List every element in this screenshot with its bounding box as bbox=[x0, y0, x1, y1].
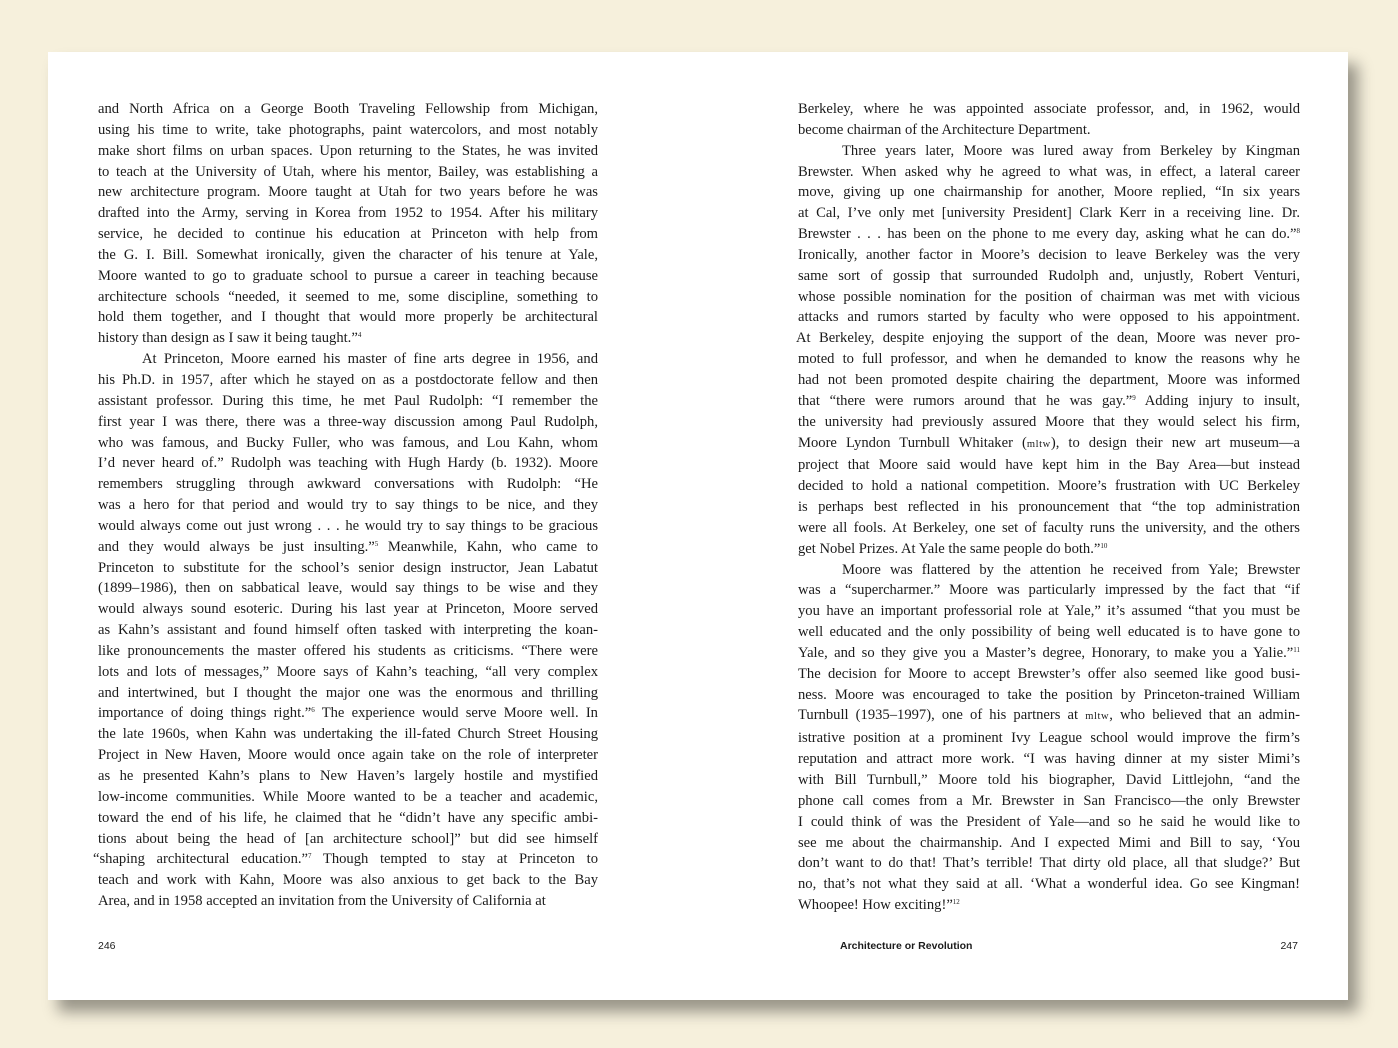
book-spread bbox=[48, 52, 1348, 1000]
body-line: were all fools. At Berkeley, one set of faculty runs the university, and the others bbox=[798, 519, 1300, 536]
note-ref: 7 bbox=[308, 852, 312, 861]
body-line: his Ph.D. in 1957, after which he stayed on as a postdoctorate fellow and then bbox=[98, 371, 598, 388]
body-line: is perhaps best reflected in his pronouncement that “the top administration bbox=[798, 499, 1300, 516]
note-ref: 10 bbox=[1100, 541, 1108, 550]
body-line: Berkeley, where he was appointed associate professor, and, in 1962, would bbox=[798, 101, 1300, 117]
body-line: become chairman of the Architecture Department. bbox=[798, 121, 1091, 138]
line-text: importance of doing things right.” bbox=[98, 705, 312, 722]
line-text: The experience would serve Moore well. In bbox=[314, 705, 598, 722]
note-ref: 12 bbox=[952, 898, 960, 907]
body-line: would always come out just wrong . . . he would try to say things to be gracious bbox=[98, 517, 598, 534]
firm-abbreviation: mltw bbox=[1085, 711, 1110, 723]
page-number-left: 246 bbox=[98, 940, 116, 952]
page-number-right: 247 bbox=[1280, 940, 1298, 952]
paragraph-start: At Princeton, Moore earned his master of fine arts degree in 1956, and bbox=[142, 351, 598, 368]
note-ref: 6 bbox=[311, 706, 315, 715]
body-line: Princeton to substitute for the school’s senior design instructor, Jean Labatut bbox=[98, 559, 598, 576]
line-text: ), to design their new art museum—a bbox=[1050, 434, 1301, 451]
body-line: tions about being the head of [an architecture school]” but did see himself bbox=[98, 830, 598, 847]
body-line: Area, and in 1958 accepted an invitation from the University of California at bbox=[98, 893, 546, 910]
body-line: first year I was there, there was a three-way discussion among Paul Rudolph, bbox=[98, 413, 598, 430]
body-line: the late 1960s, when Kahn was undertaking the ill-fated Church Street Housing bbox=[98, 726, 598, 743]
body-line: whose possible nomination for the position of chairman was met with vicious bbox=[798, 288, 1300, 305]
line-text: “shaping architectural education.” bbox=[93, 851, 308, 868]
body-line: with Bill Turnbull,” Moore told his biographer, David Littlejohn, “and the bbox=[798, 772, 1300, 788]
line-text: Adding injury to insult, bbox=[1135, 392, 1300, 409]
body-line: as he presented Kahn’s plans to New Haven’s largely hostile and mystified bbox=[98, 768, 598, 784]
line-text: Turnbull (1935–1997), one of his partners at bbox=[798, 707, 1086, 724]
body-line: toward the end of his life, he claimed that he “didn’t have any specific ambi- bbox=[98, 809, 598, 826]
paragraph-start: Three years later, Moore was lured away from Berkeley by Kingman bbox=[842, 142, 1300, 159]
line-text: , who believed that an admin- bbox=[1109, 707, 1300, 724]
body-line: was a hero for that period and would try to say things to be nice, and they bbox=[98, 497, 598, 514]
body-line: at Cal, I’ve only met [university President] Clark Kerr in a receiving line. Dr. bbox=[798, 205, 1300, 222]
line-text: Yale, and so they give you a Master’s degree, Honorary, to make you a Yalie.” bbox=[798, 644, 1294, 661]
body-line: Moore wanted to go to graduate school to pursue a career in teaching because bbox=[98, 267, 598, 284]
body-line: attacks and rumors started by faculty who were opposed to his appointment. bbox=[798, 309, 1300, 326]
body-line: lots and lots of messages,” Moore says of Kahn’s teaching, “all very complex bbox=[98, 663, 598, 680]
body-line: Brewster. When asked why he agreed to what was, in effect, a lateral career bbox=[798, 163, 1300, 180]
line-text: history than design as I saw it being taught.” bbox=[98, 330, 358, 347]
body-line: At Berkeley, despite enjoying the support of the dean, Moore was never pro- bbox=[796, 330, 1300, 347]
body-line: using his time to write, take photographs, paint watercolors, and most notably bbox=[98, 121, 598, 138]
body-line bbox=[798, 433, 1300, 456]
body-line: well educated and the only possibility of being well educated is to have gone to bbox=[798, 624, 1300, 641]
body-line: hold them together, and I thought that would more properly be architectural bbox=[98, 309, 598, 326]
line-text: Whoopee! How exciting!” bbox=[798, 897, 953, 914]
body-line: like pronouncements the master offered his students as criticisms. “There were bbox=[98, 642, 598, 659]
body-line: Project in New Haven, Moore would once again take on the role of interpreter bbox=[98, 747, 598, 764]
body-line: I’d never heard of.” Rudolph was teaching with Hugh Hardy (b. 1932). Moore bbox=[98, 455, 598, 472]
line-text: Moore Lyndon Turnbull Whitaker ( bbox=[798, 434, 1027, 451]
running-head: Architecture or Revolution bbox=[840, 940, 973, 952]
body-line: move, giving up one chairmanship for another, Moore replied, “In six years bbox=[798, 184, 1300, 201]
body-line: service, he decided to continue his education at Princeton with help from bbox=[98, 226, 598, 243]
body-line: who was famous, and Bucky Fuller, who was famous, and Lou Kahn, whom bbox=[98, 434, 598, 451]
body-line: the G. I. Bill. Somewhat ironically, given the character of his tenure at Yale, bbox=[98, 246, 598, 263]
line-text: Brewster . . . has been on the phone to me every day, asking what he can do.” bbox=[798, 226, 1297, 243]
body-line: as Kahn’s assistant and found himself often tasked with interpreting the koan- bbox=[98, 622, 598, 639]
body-line: and intertwined, but I thought the major one was the enormous and thrilling bbox=[98, 684, 598, 701]
note-ref: 5 bbox=[374, 539, 379, 548]
body-line bbox=[798, 705, 1300, 728]
body-line bbox=[98, 703, 598, 724]
body-line: remembers struggling through awkward conversations with Rudolph: “He bbox=[98, 476, 598, 493]
note-ref: 11 bbox=[1293, 645, 1300, 654]
line-text: Though tempted to stay at Princeton to bbox=[311, 851, 599, 868]
body-line bbox=[798, 539, 1300, 560]
body-line: moted to full professor, and when he demanded to know the reasons why he bbox=[798, 351, 1300, 368]
body-line: the university had previously assured Moore that they would select his firm, bbox=[798, 413, 1300, 430]
body-line: drafted into the Army, serving in Korea from 1952 to 1954. After his military bbox=[98, 205, 598, 222]
body-line bbox=[98, 537, 598, 558]
firm-abbreviation: mltw bbox=[1026, 438, 1051, 450]
body-line: reputation and attract more work. “I was having dinner at my sister Mimi’s bbox=[798, 751, 1300, 768]
body-line: don’t want to do that! That’s terrible! That dirty old place, all that sludge?’ But bbox=[798, 855, 1300, 872]
note-ref: 4 bbox=[357, 331, 362, 340]
body-line: The decision for Moore to accept Brewster’s offer also seemed like good busi- bbox=[798, 665, 1300, 682]
body-line: teach and work with Kahn, Moore was also anxious to get back to the Bay bbox=[98, 872, 598, 889]
body-line: project that Moore said would have kept him in the Bay Area—but instead bbox=[798, 457, 1300, 474]
line-text: Meanwhile, Kahn, who came to bbox=[378, 538, 598, 555]
body-line: you have an important professorial role at Yale,” it’s assumed “that you must be bbox=[798, 603, 1300, 620]
body-line: ness. Moore was encouraged to take the position by Princeton-trained William bbox=[798, 686, 1300, 703]
body-line bbox=[798, 895, 1300, 916]
body-line bbox=[798, 391, 1300, 412]
paragraph-start: Moore was flattered by the attention he received from Yale; Brewster bbox=[842, 561, 1300, 578]
line-text: and they would always be just insulting.” bbox=[98, 538, 375, 555]
left-page-body bbox=[93, 99, 599, 912]
body-line: to teach at the University of Utah, where his mentor, Bailey, was establishing a bbox=[98, 163, 598, 180]
body-line: no, that’s not what they said at all. ‘What a wonderful idea. Go see Kingman! bbox=[798, 876, 1300, 893]
body-line: see me about the chairmanship. And I expected Mimi and Bill to say, ‘You bbox=[798, 834, 1300, 851]
body-line: I could think of was the President of Yale—and so he said he would like to bbox=[798, 813, 1300, 830]
body-line: had not been promoted despite chairing the department, Moore was informed bbox=[798, 371, 1300, 388]
body-line: istrative position at a prominent Ivy League school would improve the firm’s bbox=[798, 730, 1300, 747]
body-line: would always sound esoteric. During his last year at Princeton, Moore served bbox=[98, 601, 598, 618]
body-line: and North Africa on a George Booth Traveling Fellowship from Michigan, bbox=[98, 101, 598, 117]
body-line: phone call comes from a Mr. Brewster in San Francisco—the only Brewster bbox=[798, 792, 1300, 809]
body-line: Ironically, another factor in Moore’s decision to leave Berkeley was the very bbox=[798, 246, 1300, 263]
note-ref: 9 bbox=[1132, 393, 1136, 402]
body-line: low-income communities. While Moore wanted to be a teacher and academic, bbox=[98, 788, 598, 805]
right-page-body bbox=[798, 99, 1300, 916]
note-ref: 8 bbox=[1296, 227, 1300, 236]
body-line bbox=[798, 643, 1300, 664]
body-line bbox=[93, 849, 598, 870]
body-line: (1899–1986), then on sabbatical leave, would say things to be wise and they bbox=[98, 580, 598, 597]
line-text: get Nobel Prizes. At Yale the same people do both.” bbox=[798, 540, 1101, 557]
body-line: decided to hold a national competition. Moore’s frustration with UC Berkeley bbox=[798, 478, 1300, 495]
body-line: make short films on urban spaces. Upon returning to the States, he was invited bbox=[98, 142, 598, 159]
body-line: architecture schools “needed, it seemed to me, some discipline, something to bbox=[98, 288, 598, 305]
body-line: assistant professor. During this time, he met Paul Rudolph: “I remember the bbox=[98, 392, 598, 409]
body-line bbox=[98, 328, 598, 349]
body-line bbox=[798, 224, 1300, 245]
line-text: that “there were rumors around that he was gay.” bbox=[798, 392, 1133, 409]
body-line: was a “supercharmer.” Moore was particularly impressed by the fact that “if bbox=[798, 582, 1300, 599]
body-line: same sort of gossip that surrounded Rudolph and, unjustly, Robert Venturi, bbox=[798, 267, 1300, 284]
body-line: new architecture program. Moore taught at Utah for two years before he was bbox=[98, 184, 598, 201]
